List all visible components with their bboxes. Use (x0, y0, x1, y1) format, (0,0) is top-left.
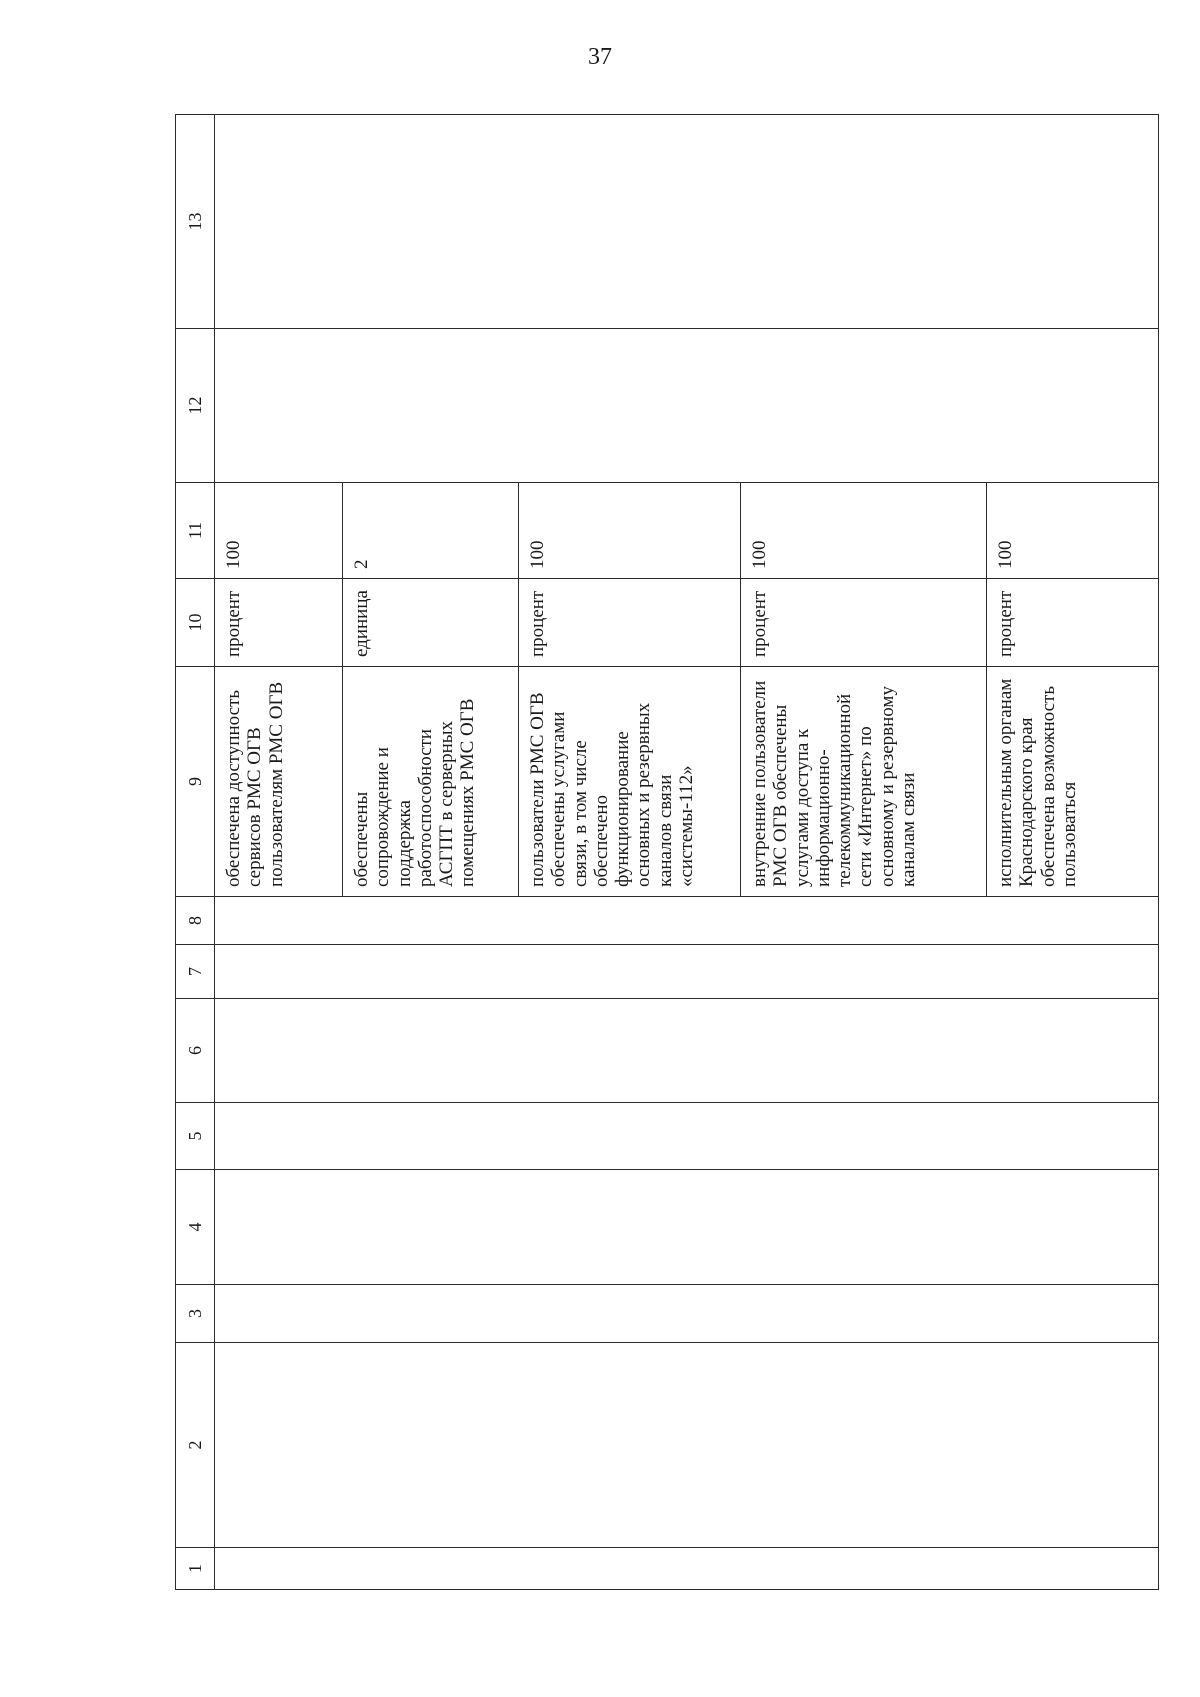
column-header: 10 (176, 579, 215, 667)
column-header: 11 (176, 483, 215, 579)
empty-cell (215, 115, 1159, 329)
column-header: 9 (176, 667, 215, 897)
column-header: 8 (176, 897, 215, 945)
result-cell: обеспечена доступность сервисов РМС ОГВ пользователям РМС ОГВ (215, 667, 343, 897)
result-cell: обеспечены сопровождение и поддержка работоспособности АСГПТ в серверных помещениях РМС ОГВ (343, 667, 519, 897)
value-cell: 100 (519, 483, 741, 579)
empty-cell (215, 329, 1159, 483)
column-header: 12 (176, 329, 215, 483)
result-cell: исполнительным органам Краснодарского края обеспечена возможность пользоваться (987, 667, 1159, 897)
value-cell: 100 (215, 483, 343, 579)
unit-cell: единица (343, 579, 519, 667)
value-cell: 100 (741, 483, 987, 579)
result-cell: внутренние пользователи РМС ОГВ обеспечены услугами доступа к информационно-телекоммуникационной сети «Интернет» по основному и резервному каналам связи (741, 667, 987, 897)
column-header: 6 (176, 999, 215, 1103)
column-header: 4 (176, 1170, 215, 1285)
column-header: 1 (176, 1548, 215, 1590)
unit-cell: процент (741, 579, 987, 667)
unit-cell: процент (215, 579, 343, 667)
result-cell: пользователи РМС ОГВ обеспечены услугами связи, в том числе обеспечено функционирование основных и резервных каналов связи «системы-112» (519, 667, 741, 897)
table-header-row (176, 115, 215, 1590)
unit-cell: процент (519, 579, 741, 667)
column-header: 5 (176, 1103, 215, 1170)
empty-cell (215, 1343, 1159, 1548)
unit-cell: процент (987, 579, 1159, 667)
column-header: 2 (176, 1343, 215, 1548)
table-row (215, 115, 343, 1590)
empty-cell (215, 1285, 1159, 1343)
value-cell: 2 (343, 483, 519, 579)
empty-cell (215, 897, 1159, 945)
value-cell: 100 (987, 483, 1159, 579)
page-number: 37 (588, 44, 612, 70)
empty-cell (215, 999, 1159, 1103)
rotated-table-frame (175, 115, 1155, 1590)
empty-cell (215, 1548, 1159, 1590)
column-header: 13 (176, 115, 215, 329)
empty-cell (215, 1103, 1159, 1170)
empty-cell (215, 945, 1159, 999)
report-table (175, 114, 1159, 1590)
column-header: 7 (176, 945, 215, 999)
column-header: 3 (176, 1285, 215, 1343)
empty-cell (215, 1170, 1159, 1285)
